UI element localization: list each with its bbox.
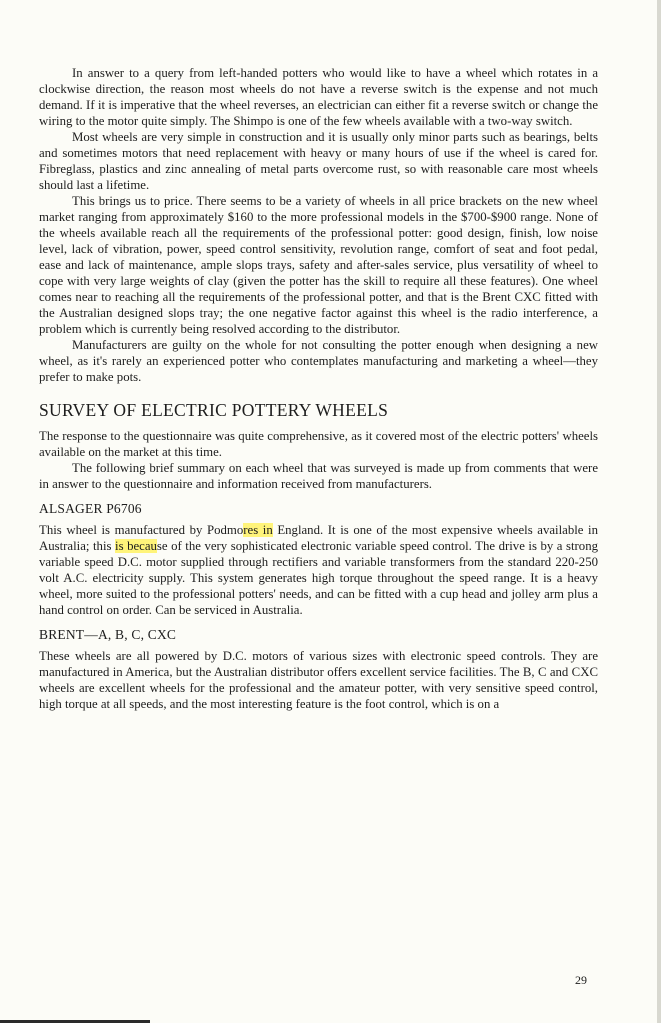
- alsager-text-part-1: This wheel is manufactured by Podmo: [39, 523, 244, 537]
- alsager-text-part-2: England. It is one of the most expensive wheels available in Australia; this: [39, 523, 599, 553]
- paragraph-price: This brings us to price. There seems to be a variety of wheels in all price brackets on the new wheel market ranging from approximately $160 to the more professional models in the $700-$900 range. None of the wheels available reach all the requirements of the professional potter: good design, finish, low noise level, lack of vibration, power, speed control sensitivity, revolution range, comfort of seat and foot pedal, ease and lack of maintenance, ample slops trays, safety and after-sales service, plus versatility of wheel to cope with very large weights of clay (given the potter has the skill to require all these features). One wheel comes near to reaching all the requirements of the professional potter, and that is the Brent CXC fitted with the Australian designed slops tray; the one negative factor against this wheel is the radio interference, a problem which is currently being resolved according to the distributor.: [39, 194, 598, 336]
- highlight-mark: is becau: [115, 539, 157, 553]
- paragraph-manufacturers: Manufacturers are guilty on the whole for not consulting the potter enough when designing a new wheel, as it's rarely an experienced potter who contemplates manufacturing and marketing a wheel—they prefer to make pots.: [39, 338, 598, 384]
- wheel-heading-brent: BRENT—A, B, C, CXC: [39, 627, 177, 642]
- page-number: 29: [575, 973, 587, 987]
- page-body: [39, 65, 598, 712]
- wheel-description-alsager: [39, 522, 598, 618]
- section-title: SURVEY OF ELECTRIC POTTERY WHEELS: [39, 400, 389, 420]
- highlight-mark: res in: [243, 523, 273, 537]
- page-edge: [657, 0, 661, 1023]
- alsager-text-part-3: se of the very sophisticated electronic variable speed control. The drive is by a strong variable speed D.C. motor supplied through rectifiers and variable transformers from the standard 220-250 volt A.C. electricity supply. This system generates high torque throughout the speed range. It is a heavy wheel, more suited to the professional potters' needs, and can be fitted with a cup head and jolley arm plus a hand control on order. Can be serviced in Australia.: [39, 539, 598, 617]
- survey-summary-paragraph: The following brief summary on each wheel that was surveyed is made up from comments that were in answer to the questionnaire and information received from manufacturers.: [39, 461, 598, 491]
- wheel-description-brent: These wheels are all powered by D.C. motors of various sizes with electronic speed controls. They are manufactured in America, but the Australian distributor offers excellent service facilities. The B, C and CXC wheels are excellent wheels for the professional and the amateur potter, with very sensitive speed control, high torque at all speeds, and the most interesting feature is the foot control, which is on a: [39, 649, 598, 711]
- survey-intro-paragraph: The response to the questionnaire was quite comprehensive, as it covered most of the electric potters' wheels available on the market at this time.: [39, 429, 598, 459]
- paragraph-construction: Most wheels are very simple in construction and it is usually only minor parts such as bearings, belts and sometimes motors that need replacement with heavy or many hours of use if the wheel is cared for. Fibreglass, plastics and zinc annealing of metal parts overcome rust, so with reasonable care most wheels should last a lifetime.: [39, 130, 598, 192]
- wheel-heading-alsager: ALSAGER P6706: [39, 501, 142, 516]
- paragraph-reverse-switch: In answer to a query from left-handed potters who would like to have a wheel which rotates in a clockwise direction, the reason most wheels do not have a reverse switch is the expense and not much demand. If it is imperative that the wheel reverses, an electrician can either fit a reverse switch or change the wiring to the motor quite simply. The Shimpo is one of the few wheels available with a two-way switch.: [39, 66, 598, 128]
